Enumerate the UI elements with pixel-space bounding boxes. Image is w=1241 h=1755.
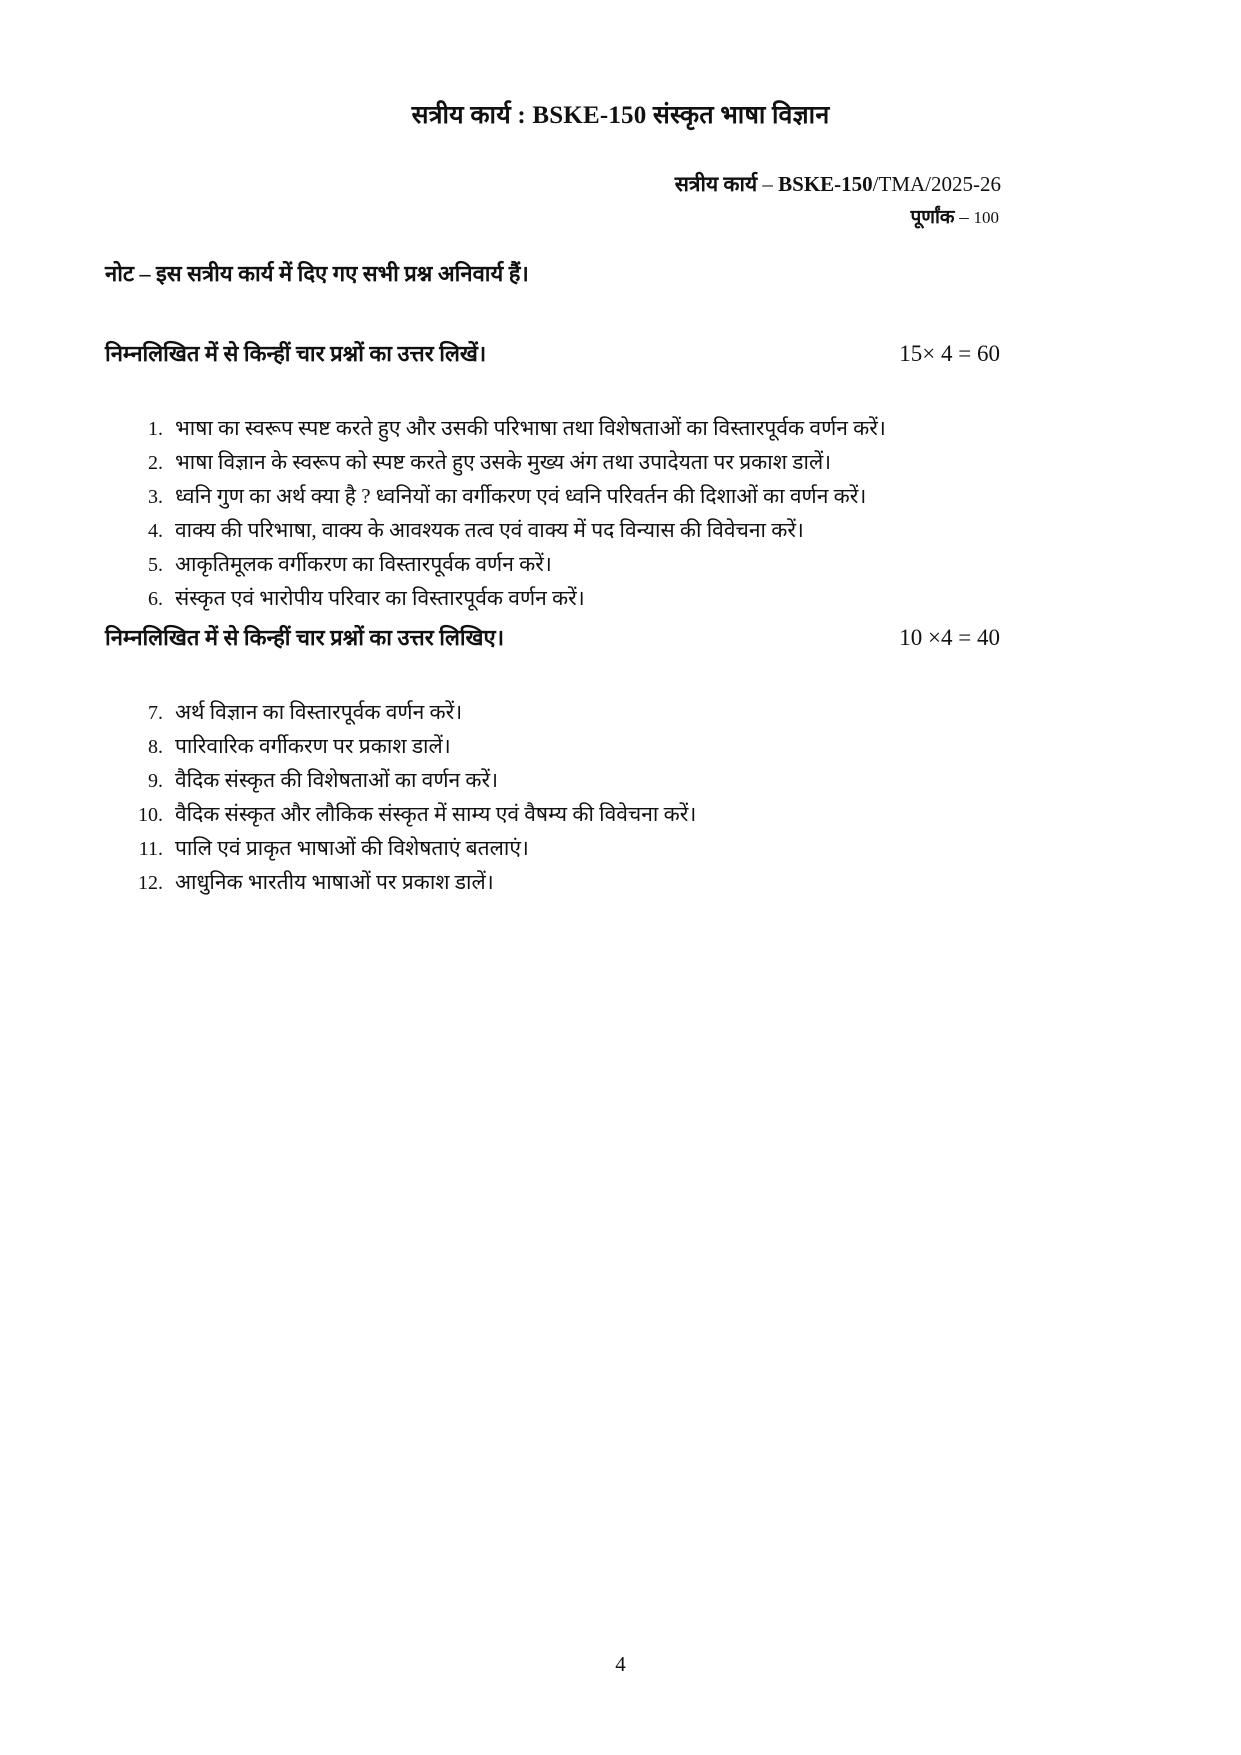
list-item: [135, 799, 1155, 830]
question-number: 6.: [148, 588, 163, 610]
list-item: [135, 765, 1155, 796]
question-number: 9.: [148, 770, 163, 792]
total-marks-label: पूर्णांक: [910, 206, 955, 228]
assignment-code-suffix: /TMA/2025-26: [872, 172, 1001, 196]
question-number: 2.: [148, 452, 163, 474]
question-number: 12.: [138, 872, 163, 894]
section-heading-2-text: निम्नलिखित में से किन्हीं चार प्रश्नों का उत्तर लिखिए।: [105, 625, 505, 650]
question-number: 11.: [138, 838, 163, 860]
page-title-prefix: सत्रीय कार्य :: [411, 102, 533, 129]
question-number: 8.: [148, 736, 163, 758]
section-heading-1: [105, 338, 1125, 368]
total-marks-line: [675, 203, 999, 232]
question-number: 7.: [148, 702, 163, 724]
list-item: [135, 549, 1155, 580]
assignment-code-line: [675, 168, 1001, 201]
question-text: वैदिक संस्कृत की विशेषताओं का वर्णन करें।: [175, 768, 499, 792]
list-item: [135, 481, 1155, 512]
question-text: अर्थ विज्ञान का विस्तारपूर्वक वर्णन करें।: [175, 700, 463, 724]
question-text: पारिवारिक वर्गीकरण पर प्रकाश डालें।: [175, 734, 451, 758]
question-text: आधुनिक भारतीय भाषाओं पर प्रकाश डालें।: [175, 870, 494, 894]
total-marks-value: 100: [973, 207, 999, 227]
question-number: 5.: [148, 554, 163, 576]
question-text: वाक्य की परिभाषा, वाक्य के आवश्यक तत्व एवं वाक्य में पद विन्यास की विवेचना करें।: [175, 518, 804, 542]
section-heading-2: [105, 622, 1125, 652]
question-text: संस्कृत एवं भारोपीय परिवार का विस्तारपूर्वक वर्णन करें।: [175, 586, 585, 610]
list-item: [135, 731, 1155, 762]
list-item: [135, 697, 1155, 728]
list-item: [135, 515, 1155, 546]
assignment-course-code: BSKE-150: [778, 172, 873, 196]
instruction-note: नोट – इस सत्रीय कार्य में दिए गए सभी प्रश्न अनिवार्य हैं।: [105, 261, 529, 286]
question-number: 3.: [148, 486, 163, 508]
question-text: भाषा का स्वरूप स्पष्ट करते हुए और उसकी परिभाषा तथा विशेषताओं का विस्तारपूर्वक वर्णन करें।: [175, 416, 886, 440]
question-text: आकृतिमूलक वर्गीकरण का विस्तारपूर्वक वर्णन करें।: [175, 552, 552, 576]
list-item: [135, 867, 1155, 898]
list-item: [135, 833, 1155, 864]
question-text: पालि एवं प्राकृत भाषाओं की विशेषताएं बतलाएं।: [175, 836, 529, 860]
page-title: [0, 100, 1241, 133]
question-list-section-1: [135, 413, 1155, 617]
list-item: [135, 413, 1155, 444]
question-list-section-2: [135, 697, 1155, 901]
section-heading-2-marks: 10 ×4 = 40: [899, 625, 1000, 650]
page-title-suffix: संस्कृत भाषा विज्ञान: [646, 102, 830, 129]
total-marks-dash: –: [959, 206, 969, 228]
assignment-header: [675, 168, 1001, 232]
question-text: वैदिक संस्कृत और लौकिक संस्कृत में साम्य एवं वैषम्य की विवेचना करें।: [175, 802, 697, 826]
page-number: 4: [615, 1652, 626, 1676]
assignment-dash: –: [762, 172, 773, 196]
page-title-course-code: BSKE-150: [532, 102, 647, 129]
list-item: [135, 447, 1155, 478]
section-heading-1-marks: 15× 4 = 60: [899, 341, 1000, 366]
question-number: 10.: [138, 804, 163, 826]
list-item: [135, 583, 1155, 614]
question-number: 4.: [148, 520, 163, 542]
assignment-label: सत्रीय कार्य: [674, 172, 758, 196]
question-text: ध्वनि गुण का अर्थ क्या है ? ध्वनियों का वर्गीकरण एवं ध्वनि परिवर्तन की दिशाओं का वर्णन करें।: [175, 484, 867, 508]
section-heading-1-text: निम्नलिखित में से किन्हीं चार प्रश्नों का उत्तर लिखें।: [105, 341, 487, 366]
question-text: भाषा विज्ञान के स्वरूप को स्पष्ट करते हुए उसके मुख्य अंग तथा उपादेयता पर प्रकाश डालें।: [175, 450, 832, 474]
question-number: 1.: [148, 418, 163, 440]
